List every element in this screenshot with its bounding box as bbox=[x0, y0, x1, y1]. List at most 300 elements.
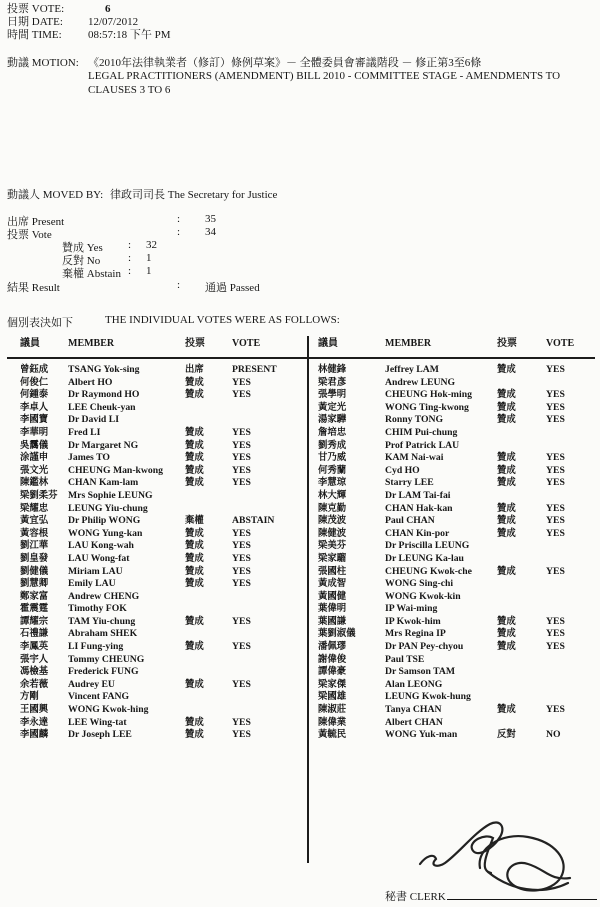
member-name-en: Dr LAM Tai-fai bbox=[385, 489, 451, 501]
vote-en bbox=[232, 704, 307, 717]
colon: : bbox=[177, 213, 181, 225]
vote-zh: 反對 bbox=[497, 730, 516, 741]
member-name-zh: 黃成智 bbox=[318, 579, 347, 590]
yes-label: 贊成 Yes bbox=[62, 242, 103, 254]
vote-en: YES bbox=[546, 364, 565, 375]
member-name-en: Andrew LEUNG bbox=[385, 376, 456, 388]
member-name-en: Dr Raymond HO bbox=[68, 389, 140, 401]
table-row bbox=[307, 503, 600, 516]
vote-en bbox=[546, 679, 600, 692]
vote-zh bbox=[185, 691, 232, 704]
vote-en bbox=[546, 440, 600, 453]
vote-en: YES bbox=[546, 704, 565, 716]
vote-zh bbox=[185, 414, 232, 427]
member-name-zh: 黃容根 bbox=[20, 528, 49, 539]
table-row bbox=[0, 691, 307, 704]
member-name-en: Albert CHAN bbox=[385, 716, 443, 728]
member-name-zh: 劉健儀 bbox=[20, 566, 49, 577]
table-row bbox=[0, 528, 307, 541]
table-row bbox=[0, 540, 307, 553]
vote-en bbox=[232, 691, 307, 704]
member-name-zh: 葉偉明 bbox=[318, 604, 347, 615]
member-name-en: Alan LEONG bbox=[385, 678, 443, 690]
table-row bbox=[0, 402, 307, 415]
member-name-en: TSANG Yok-sing bbox=[68, 364, 140, 375]
member-name-en: Fred LI bbox=[68, 426, 101, 438]
table-row bbox=[0, 553, 307, 566]
table-row bbox=[0, 364, 307, 377]
member-name-en: CHAN Hak-kan bbox=[385, 502, 453, 514]
vote-zh: 贊成 bbox=[185, 377, 204, 388]
table-row bbox=[307, 666, 600, 679]
member-name-zh: 李慧琼 bbox=[318, 478, 347, 489]
member-name-zh: 馮檢基 bbox=[20, 667, 49, 678]
member-name-zh: 湯家驊 bbox=[318, 415, 347, 426]
table-row bbox=[0, 566, 307, 579]
member-name-en: WONG Yuk-man bbox=[385, 729, 458, 741]
table-row bbox=[307, 679, 600, 692]
vote-zh: 贊成 bbox=[185, 730, 204, 741]
member-name-zh: 葉劉淑儀 bbox=[318, 629, 356, 640]
summary-present-row bbox=[0, 213, 320, 226]
summary-result-row bbox=[0, 279, 320, 292]
vote-en bbox=[232, 654, 307, 667]
table-row bbox=[0, 452, 307, 465]
member-name-zh: 潘佩璆 bbox=[318, 642, 347, 653]
table-row bbox=[307, 364, 600, 377]
table-row bbox=[0, 503, 307, 516]
member-name-en: LI Fung-ying bbox=[68, 641, 124, 653]
table-row bbox=[307, 540, 600, 553]
member-name-zh: 李鳳英 bbox=[20, 642, 49, 653]
member-name-zh: 陳淑莊 bbox=[318, 705, 347, 716]
member-name-zh: 陳克勤 bbox=[318, 503, 347, 514]
table-row bbox=[307, 591, 600, 604]
vote-zh bbox=[497, 540, 546, 553]
vote-en: YES bbox=[546, 515, 565, 527]
table-row bbox=[0, 679, 307, 692]
vote-en: YES bbox=[546, 389, 565, 401]
member-name-zh: 李國麟 bbox=[20, 730, 49, 741]
vote-zh: 贊成 bbox=[497, 629, 516, 640]
member-name-en: CHEUNG Man-kwong bbox=[68, 464, 164, 476]
member-name-en: LAU Kong-wah bbox=[68, 540, 134, 552]
member-name-zh: 張國柱 bbox=[318, 566, 347, 577]
vote-en: YES bbox=[232, 464, 251, 476]
moved-by-row bbox=[7, 186, 277, 202]
votes-rows-right bbox=[307, 364, 600, 742]
vote-en bbox=[546, 540, 600, 553]
vote-en bbox=[232, 414, 307, 427]
member-name-en: IP Kwok-him bbox=[385, 615, 441, 627]
member-name-en: Andrew CHENG bbox=[68, 590, 140, 602]
member-name-en: Starry LEE bbox=[385, 477, 434, 489]
member-name-en: Vincent FANG bbox=[68, 691, 130, 703]
vote-zh: 贊成 bbox=[185, 616, 204, 627]
member-name-en: Miriam LAU bbox=[68, 565, 123, 577]
member-name-zh: 曾鈺成 bbox=[20, 365, 49, 375]
member-name-zh: 陳健波 bbox=[318, 528, 347, 539]
table-row bbox=[0, 440, 307, 453]
member-name-zh: 黃國健 bbox=[318, 591, 347, 602]
vote-zh: 贊成 bbox=[185, 579, 204, 590]
vote-zh bbox=[497, 679, 546, 692]
vote-en: YES bbox=[232, 641, 251, 653]
member-name-zh: 甘乃威 bbox=[318, 453, 347, 464]
member-name-en: TAM Yiu-chung bbox=[68, 615, 136, 627]
table-row bbox=[307, 628, 600, 641]
votes-rows-left bbox=[0, 364, 307, 742]
member-name-zh: 林大輝 bbox=[318, 490, 347, 501]
vote-zh bbox=[497, 654, 546, 667]
member-name-zh: 謝偉俊 bbox=[318, 654, 347, 665]
date-label: 日期 DATE: bbox=[7, 16, 63, 29]
vote-en: YES bbox=[546, 628, 565, 640]
vote-zh bbox=[497, 490, 546, 503]
member-name-en: WONG Kwok-kin bbox=[385, 590, 461, 602]
vote-en: YES bbox=[232, 540, 251, 552]
motion-block bbox=[7, 57, 573, 97]
table-row bbox=[0, 641, 307, 654]
clerk-label: 秘書 CLERK bbox=[385, 891, 446, 903]
member-name-en: Emily LAU bbox=[68, 578, 116, 590]
vote-en bbox=[232, 666, 307, 679]
votes-header-left bbox=[0, 337, 307, 359]
member-name-en: LEE Cheuk-yan bbox=[68, 401, 136, 413]
member-name-en: KAM Nai-wai bbox=[385, 452, 444, 464]
table-row bbox=[0, 704, 307, 717]
vote-en: YES bbox=[232, 578, 251, 590]
member-name-en: Dr David LI bbox=[68, 414, 119, 426]
vote-zh bbox=[497, 578, 546, 591]
member-name-zh: 黃宜弘 bbox=[20, 516, 49, 527]
member-name-zh: 李華明 bbox=[20, 427, 49, 438]
member-name-zh: 梁君彥 bbox=[318, 377, 347, 388]
table-row bbox=[307, 566, 600, 579]
vote-en: YES bbox=[232, 716, 251, 728]
vote-zh: 贊成 bbox=[497, 566, 516, 577]
col-member-en: MEMBER bbox=[68, 338, 115, 349]
member-name-en: Dr LEUNG Ka-lau bbox=[385, 552, 464, 564]
member-name-zh: 梁家騮 bbox=[318, 553, 347, 564]
member-name-zh: 陳鑑林 bbox=[20, 478, 49, 489]
member-name-en: Dr Samson TAM bbox=[385, 666, 455, 678]
table-row bbox=[0, 477, 307, 490]
vote-en bbox=[546, 654, 600, 667]
vote-en: YES bbox=[546, 401, 565, 413]
member-name-zh: 陳茂波 bbox=[318, 516, 347, 527]
member-name-en: IP Wai-ming bbox=[385, 603, 438, 615]
col-member-en: MEMBER bbox=[385, 338, 432, 349]
colon: : bbox=[128, 265, 132, 277]
vote-zh bbox=[497, 427, 546, 440]
result-label: 結果 Result bbox=[7, 282, 60, 294]
vote-zh bbox=[497, 553, 546, 566]
member-name-zh: 霍震霆 bbox=[20, 604, 49, 615]
table-row bbox=[0, 591, 307, 604]
table-row bbox=[307, 477, 600, 490]
summary-yes-row bbox=[0, 239, 320, 252]
member-name-en: Dr Philip WONG bbox=[68, 515, 141, 527]
vote-en: YES bbox=[546, 452, 565, 464]
vote-number-label: 投票 VOTE: bbox=[7, 3, 65, 15]
vote-en bbox=[232, 628, 307, 641]
table-row bbox=[0, 654, 307, 667]
vote-en: YES bbox=[232, 389, 251, 401]
table-row bbox=[0, 515, 307, 528]
vote-en: YES bbox=[546, 641, 565, 653]
vote-zh: 贊成 bbox=[497, 390, 516, 401]
table-row bbox=[0, 427, 307, 440]
vote-zh bbox=[185, 628, 232, 641]
member-name-en: Dr Margaret NG bbox=[68, 439, 139, 451]
member-name-zh: 劉秀成 bbox=[318, 440, 347, 451]
vote-zh bbox=[185, 666, 232, 679]
votes-header-right bbox=[307, 337, 600, 359]
vote-en bbox=[232, 490, 307, 503]
table-row bbox=[307, 452, 600, 465]
table-row bbox=[307, 553, 600, 566]
vote-en: YES bbox=[546, 414, 565, 426]
vote-total-label: 投票 Vote bbox=[7, 229, 52, 241]
colon: : bbox=[177, 279, 181, 291]
motion-text bbox=[88, 57, 573, 97]
member-name-en: LEE Wing-tat bbox=[68, 716, 127, 728]
vote-zh: 贊成 bbox=[185, 478, 204, 489]
table-row bbox=[307, 717, 600, 730]
vote-zh: 棄權 bbox=[185, 516, 204, 527]
vote-zh bbox=[185, 603, 232, 616]
member-name-en: Albert HO bbox=[68, 376, 113, 388]
table-row bbox=[307, 729, 600, 742]
vote-zh: 贊成 bbox=[185, 717, 204, 728]
table-row bbox=[307, 691, 600, 704]
member-name-zh: 梁國雄 bbox=[318, 692, 347, 703]
member-name-zh: 鄭家富 bbox=[20, 591, 49, 602]
individual-heading-en: THE INDIVIDUAL VOTES WERE AS FOLLOWS: bbox=[105, 314, 340, 326]
member-name-zh: 何俊仁 bbox=[20, 377, 49, 388]
table-row bbox=[0, 578, 307, 591]
member-name-zh: 石禮謙 bbox=[20, 629, 49, 640]
votes-column-right bbox=[307, 337, 600, 742]
member-name-en: Timothy FOK bbox=[68, 603, 127, 615]
vote-zh bbox=[185, 503, 232, 516]
member-name-zh: 劉慧卿 bbox=[20, 579, 49, 590]
member-name-en: CHEUNG Kwok-che bbox=[385, 565, 472, 577]
vote-en: YES bbox=[546, 527, 565, 539]
abstain-value: 1 bbox=[146, 265, 152, 277]
no-label: 反對 No bbox=[62, 255, 101, 267]
individual-votes-heading bbox=[7, 314, 340, 330]
table-row bbox=[307, 654, 600, 667]
vote-zh bbox=[497, 377, 546, 390]
vote-zh bbox=[497, 666, 546, 679]
member-name-en: Dr Priscilla LEUNG bbox=[385, 540, 470, 552]
vote-en bbox=[546, 553, 600, 566]
moved-by-label: 動議人 MOVED BY: bbox=[7, 189, 104, 201]
member-name-zh: 劉皇發 bbox=[20, 553, 49, 564]
table-row bbox=[0, 389, 307, 402]
motion-title-en-line2: CLAUSES 3 TO 6 bbox=[88, 83, 171, 96]
vote-en: PRESENT bbox=[232, 364, 277, 375]
vote-zh: 贊成 bbox=[185, 390, 204, 401]
table-row bbox=[0, 729, 307, 742]
vote-zh: 贊成 bbox=[497, 453, 516, 464]
member-name-zh: 李永達 bbox=[20, 717, 49, 728]
colon: : bbox=[177, 226, 181, 238]
table-row bbox=[307, 402, 600, 415]
time-label: 時間 TIME: bbox=[7, 29, 62, 42]
member-name-en: Ronny TONG bbox=[385, 414, 444, 426]
vote-en bbox=[546, 717, 600, 730]
member-name-en: CHAN Kin-por bbox=[385, 527, 450, 539]
col-vote-zh: 投票 bbox=[185, 338, 205, 349]
member-name-en: CHEUNG Hok-ming bbox=[385, 389, 472, 401]
vote-zh: 贊成 bbox=[185, 440, 204, 451]
member-name-en: Paul TSE bbox=[385, 653, 425, 665]
table-row bbox=[0, 490, 307, 503]
member-name-zh: 李卓人 bbox=[20, 402, 49, 413]
date-value: 12/07/2012 bbox=[88, 16, 139, 29]
member-name-en: Mrs Sophie LEUNG bbox=[68, 489, 153, 501]
vote-zh: 出席 bbox=[185, 365, 204, 375]
table-row bbox=[307, 704, 600, 717]
vote-en: YES bbox=[232, 565, 251, 577]
col-vote-zh: 投票 bbox=[497, 338, 517, 349]
member-name-zh: 葉國謙 bbox=[318, 616, 347, 627]
vote-en bbox=[232, 591, 307, 604]
vote-zh: 贊成 bbox=[497, 365, 516, 375]
table-row bbox=[0, 628, 307, 641]
vote-zh bbox=[497, 603, 546, 616]
vote-en bbox=[546, 377, 600, 390]
table-row bbox=[307, 515, 600, 528]
member-name-zh: 何鍾泰 bbox=[20, 390, 49, 401]
member-name-en: Mrs Regina IP bbox=[385, 628, 446, 640]
no-value: 1 bbox=[146, 252, 152, 264]
vote-zh: 贊成 bbox=[185, 465, 204, 476]
vote-zh: 贊成 bbox=[185, 679, 204, 690]
member-name-en: Tanya CHAN bbox=[385, 704, 442, 716]
table-row bbox=[307, 465, 600, 478]
vote-zh bbox=[185, 490, 232, 503]
member-name-en: LEUNG Kwok-hung bbox=[385, 691, 471, 703]
individual-heading-zh: 個別表決如下 bbox=[7, 317, 73, 329]
vote-en: NO bbox=[546, 729, 561, 741]
summary-abstain-row bbox=[0, 265, 320, 278]
member-name-zh: 梁劉柔芬 bbox=[20, 490, 58, 501]
col-vote-en: VOTE bbox=[546, 338, 575, 349]
vote-en: YES bbox=[232, 426, 251, 438]
member-name-en: Abraham SHEK bbox=[68, 628, 138, 640]
member-name-zh: 涂謹申 bbox=[20, 453, 49, 464]
vote-zh: 贊成 bbox=[497, 528, 516, 539]
table-row bbox=[307, 528, 600, 541]
member-name-zh: 黃定光 bbox=[318, 402, 347, 413]
table-row bbox=[0, 666, 307, 679]
present-value: 35 bbox=[205, 213, 216, 225]
member-name-zh: 陳偉業 bbox=[318, 717, 347, 728]
clerk-signature-line bbox=[447, 888, 597, 900]
col-member-zh: 議員 bbox=[318, 338, 338, 349]
vote-en bbox=[546, 666, 600, 679]
vote-zh: 贊成 bbox=[497, 616, 516, 627]
member-name-en: Audrey EU bbox=[68, 678, 115, 690]
vote-en bbox=[546, 691, 600, 704]
member-name-zh: 譚偉豪 bbox=[318, 667, 347, 678]
motion-label: 動議 MOTION: bbox=[7, 57, 79, 69]
table-row bbox=[0, 465, 307, 478]
vote-en: ABSTAIN bbox=[232, 515, 275, 527]
table-row bbox=[0, 616, 307, 629]
member-name-zh: 張文光 bbox=[20, 465, 49, 476]
member-name-zh: 何秀蘭 bbox=[318, 465, 347, 476]
member-name-zh: 李國寶 bbox=[20, 415, 49, 426]
vote-zh: 贊成 bbox=[497, 503, 516, 514]
colon: : bbox=[128, 239, 132, 251]
member-name-en: Dr PAN Pey-chyou bbox=[385, 641, 464, 653]
vote-en bbox=[232, 603, 307, 616]
summary-no-row bbox=[0, 252, 320, 265]
vote-zh bbox=[497, 691, 546, 704]
vote-en: YES bbox=[232, 376, 251, 388]
vote-en: YES bbox=[232, 678, 251, 690]
vote-zh: 贊成 bbox=[497, 478, 516, 489]
vote-zh: 贊成 bbox=[497, 516, 516, 527]
member-name-en: Frederick FUNG bbox=[68, 666, 139, 678]
member-name-en: WONG Yung-kan bbox=[68, 527, 143, 539]
colon: : bbox=[128, 252, 132, 264]
member-name-en: James TO bbox=[68, 452, 110, 464]
motion-title-zh: 《2010年法律執業者（修訂）條例草案》－ 全體委員會審議階段 － 修正第3至6條 bbox=[88, 57, 482, 69]
vote-number-value: 6 bbox=[105, 3, 111, 15]
vote-en: YES bbox=[232, 729, 251, 741]
vote-zh: 贊成 bbox=[185, 541, 204, 552]
member-name-zh: 吳靄儀 bbox=[20, 440, 49, 451]
table-row bbox=[0, 717, 307, 730]
motion-title-en-line1: LEGAL PRACTITIONERS (AMENDMENT) BILL 2010 - COMMITTEE STAGE - AMENDMENTS TO bbox=[88, 70, 561, 83]
table-row bbox=[0, 603, 307, 616]
member-name-en: WONG Kwok-hing bbox=[68, 704, 149, 716]
table-row bbox=[307, 603, 600, 616]
vote-zh: 贊成 bbox=[497, 465, 516, 476]
vote-number-row bbox=[7, 3, 171, 16]
member-name-en: LAU Wong-fat bbox=[68, 552, 130, 564]
summary-vote-row bbox=[0, 226, 320, 239]
member-name-zh: 梁家傑 bbox=[318, 679, 347, 690]
member-name-en: CHIM Pui-chung bbox=[385, 426, 458, 438]
vote-zh bbox=[497, 591, 546, 604]
table-row bbox=[307, 641, 600, 654]
vote-en: YES bbox=[546, 565, 565, 577]
vote-zh: 贊成 bbox=[497, 642, 516, 653]
member-name-en: Tommy CHEUNG bbox=[68, 653, 145, 665]
table-row bbox=[0, 414, 307, 427]
vote-zh bbox=[185, 654, 232, 667]
member-name-zh: 譚耀宗 bbox=[20, 616, 49, 627]
member-name-zh: 梁美芬 bbox=[318, 541, 347, 552]
vote-zh: 贊成 bbox=[185, 453, 204, 464]
vote-zh: 贊成 bbox=[185, 566, 204, 577]
vote-en bbox=[546, 591, 600, 604]
vote-zh: 贊成 bbox=[497, 415, 516, 426]
moved-by-value: 律政司司長 The Secretary for Justice bbox=[110, 189, 278, 201]
present-label: 出席 Present bbox=[7, 216, 65, 228]
vote-total-value: 34 bbox=[205, 226, 216, 238]
vote-en: YES bbox=[546, 477, 565, 489]
col-vote-en: VOTE bbox=[232, 338, 261, 349]
vote-en: YES bbox=[232, 552, 251, 564]
